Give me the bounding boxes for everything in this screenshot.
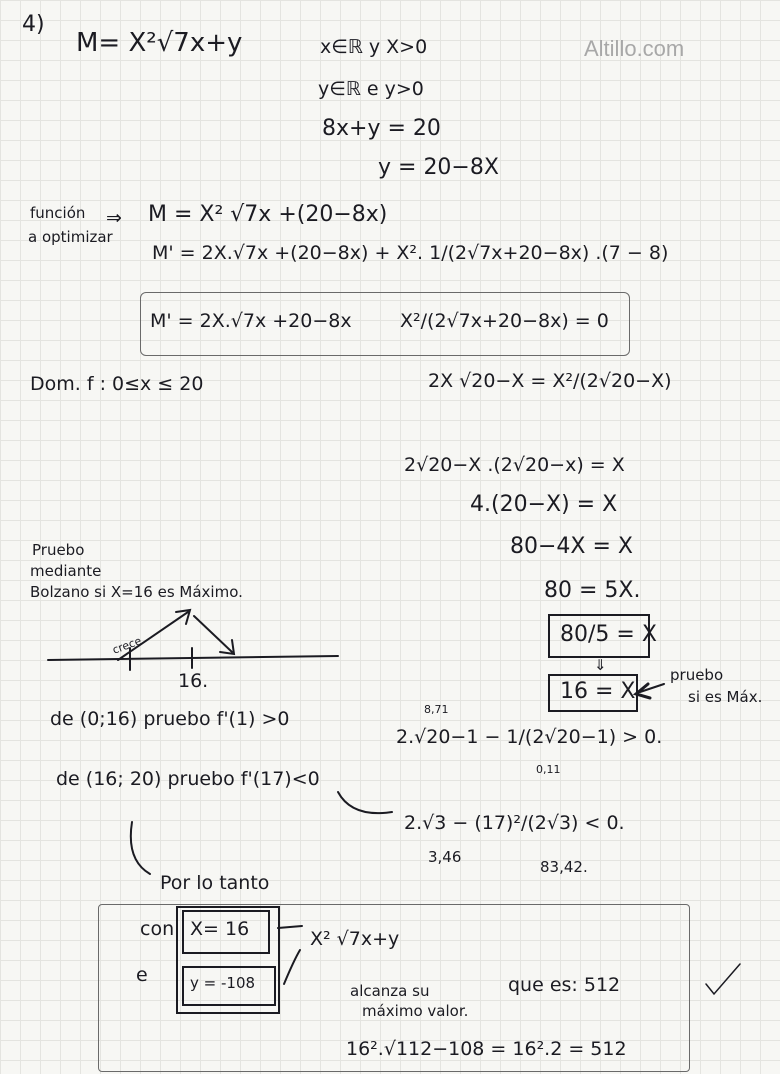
x-value: X= 16 [190, 918, 250, 940]
derivative-expression: M' = 2X.√7x +(20−8x) + X². 1/(2√7x+20−8x) .(7 − 8) [152, 242, 669, 264]
solve-step-7: 16 = X [560, 679, 636, 704]
calc1-note-bottom: 0,11 [536, 763, 561, 776]
conclusion-text-line2: máximo valor. [362, 1002, 469, 1020]
arrow-glyph: ⇒ [106, 207, 122, 229]
function-expression: M = X² √7x +(20−8x) [148, 202, 388, 227]
increasing-arrow [118, 612, 188, 660]
solve-step-5: 80 = 5X. [544, 578, 641, 603]
calc2-note-right: 83,42. [540, 858, 588, 876]
down-arrow-glyph: ⇓ [594, 656, 607, 674]
test-interval-1: de (0;16) pruebo f'(1) >0 [50, 708, 290, 730]
conclusion-arrow [131, 822, 150, 874]
solve-step-6: 80/5 = X [560, 622, 657, 647]
decreasing-arrow [194, 616, 232, 652]
calc2-note-left: 3,46 [428, 848, 462, 866]
y-box-arrow [284, 950, 300, 984]
optimize-label-line2: a optimizar [28, 228, 113, 246]
solve-step-1: 2X √20−X = X²/(2√20−X) [428, 370, 672, 392]
watermark: Altillo.com [584, 36, 685, 61]
y-value: y = -108 [190, 974, 256, 992]
max-note-line1: pruebo [670, 666, 724, 684]
solve-step-3: 4.(20−X) = X [470, 492, 618, 517]
calc1-note-top: 8,71 [424, 703, 449, 716]
y-expression: y = 20−8X [378, 155, 499, 180]
optimize-label-line1: función [30, 204, 86, 222]
bolzano-line3: Bolzano si X=16 es Máximo. [30, 583, 243, 601]
bolzano-line1: Pruebo [32, 541, 85, 559]
conclusion-heading: Por lo tanto [160, 872, 270, 894]
constraint-equation: 8x+y = 20 [322, 116, 441, 141]
objective-expression: X² √7x+y [310, 928, 400, 950]
interval2-arrow [338, 792, 392, 813]
con-label: con [140, 918, 175, 940]
crece-label: crece [110, 634, 144, 657]
e-label: e [136, 964, 148, 986]
solve-step-4: 80−4X = X [510, 534, 633, 559]
condition-x: x∈ℝ y X>0 [320, 36, 428, 58]
bolzano-line2: mediante [30, 562, 102, 580]
check-mark [706, 964, 740, 994]
x-box-arrow [278, 926, 302, 928]
conclusion-text-line1: alcanza su [350, 982, 430, 1000]
solve-step-2: 2√20−X .(2√20−x) = X [404, 454, 625, 476]
condition-y: y∈ℝ e y>0 [318, 78, 424, 100]
calc-2: 2.√3 − (17)²/(2√3) < 0. [404, 812, 625, 834]
test-interval-2: de (16; 20) pruebo f'(17)<0 [56, 768, 320, 790]
m-definition: M= X²√7x+y [76, 28, 243, 58]
problem-number: 4) [22, 12, 45, 37]
point-label: 16. [178, 670, 209, 692]
calc-1: 2.√20−1 − 1/(2√20−1) > 0. [396, 726, 663, 748]
derivative-zero-right: X²/(2√7x+20−8x) = 0 [400, 310, 609, 332]
verification: 16².√112−108 = 16².2 = 512 [346, 1038, 627, 1060]
result-text: que es: 512 [508, 974, 621, 996]
max-note-line2: si es Máx. [688, 688, 763, 706]
derivative-zero-left: M' = 2X.√7x +20−8x [150, 310, 352, 332]
domain-text: Dom. f : 0≤x ≤ 20 [30, 373, 204, 395]
